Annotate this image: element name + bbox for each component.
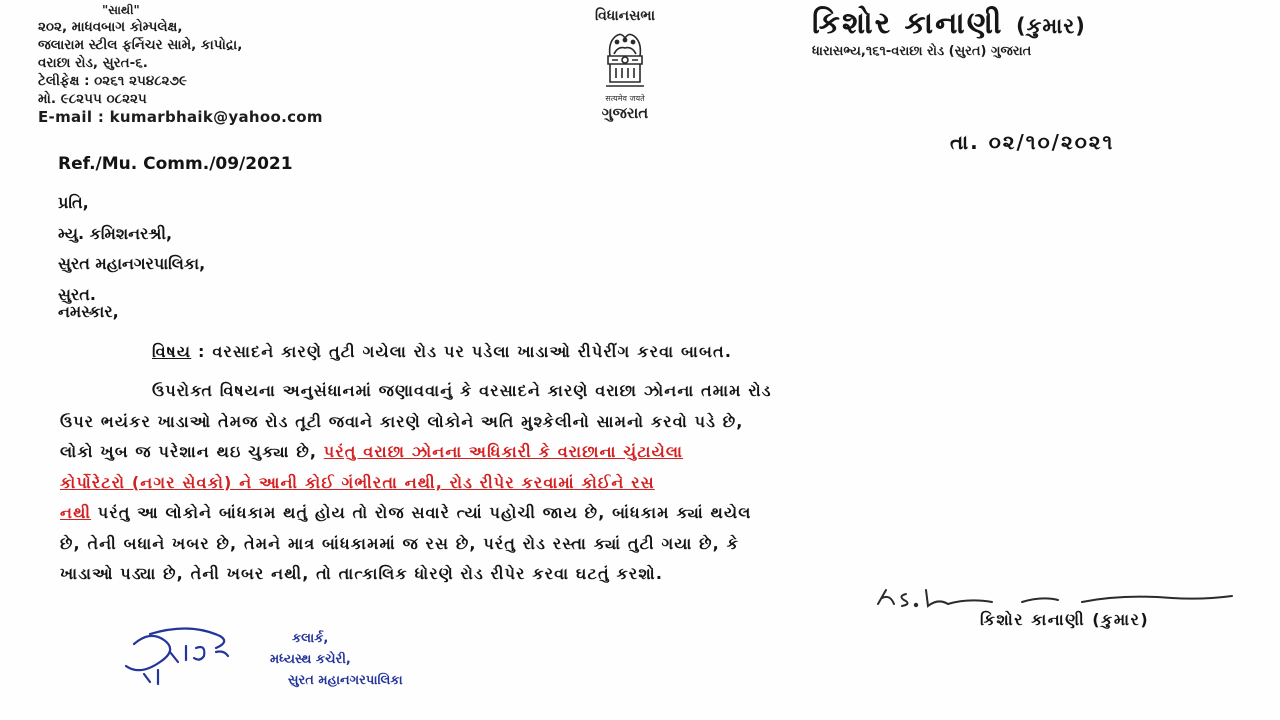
assembly-emblem	[560, 8, 690, 126]
state-emblem-icon	[588, 26, 662, 98]
sender-email: E-mail : kumarbhaik@yahoo.com	[38, 108, 323, 126]
body-line-1: ઉપરોક્ત વિષયના અનુસંધાનમાં જણાવવાનું કે વરસાદને કારણે વરાછા ઝોનના તમામ રોડ	[152, 381, 772, 400]
signatory-name: કિશોર કાનાણી (કુમાર)	[980, 610, 1150, 629]
stamp-line-clerk: કલાર્ક,	[292, 631, 329, 646]
body-line-6: છે, તેની બધાને ખબર છે, તેમને માત્ર બાંધકામમાં જ રસ છે, પરંતુ રોડ રસ્તા ક્યાં તુટી ગયા છે, કે	[60, 533, 740, 553]
emblem-top-text: વિધાનસભા	[594, 8, 656, 24]
body-line-5	[60, 498, 1256, 529]
highlighted-complaint: કોર્પોરેટરો (નગર સેવકો) ને આની કોઈ ગંભીરતા નથી, રોડ રીપેર કરવામાં કોઈને રસ	[60, 472, 655, 492]
addressee-line: પ્રતિ,	[58, 193, 89, 212]
mla-name: કિશોર કાનાણી	[812, 6, 1004, 41]
mla-name-heading	[812, 6, 1086, 41]
highlighted-complaint: નથી	[60, 503, 92, 522]
addressee-line: સુરત.	[58, 284, 96, 304]
mla-nickname: (કુમાર)	[1015, 14, 1086, 38]
sender-address-block	[38, 4, 508, 126]
handwritten-signature	[872, 584, 1242, 612]
mla-designation: ધારાસભ્ય,૧૬૧-વરાછા રોડ (સુરત) ગુજરાત	[812, 44, 1032, 59]
sender-mobile: મો. ૯૮૨૫૫ ૦૮૨૨૫	[38, 91, 147, 107]
letter-body	[60, 376, 1256, 590]
receipt-stamp-text	[230, 628, 403, 691]
sender-address-line-1: ૨૦૨, માધવબાગ કોમ્પલેક્ષ,	[38, 19, 183, 35]
sender-tagline: "સાથી"	[102, 3, 140, 17]
highlighted-complaint: પરંતુ વરાછા ઝોનના અધિકારી કે વરાછાના ચુંટાયેલા	[323, 442, 684, 461]
sender-address-line-2: જલારામ સ્ટીલ ફર્નિચર સામે, કાપોદ્રા,	[38, 37, 243, 53]
salutation: નમસ્કાર,	[58, 302, 119, 321]
body-line-5-text: પરંતુ આ લોકોને બાંધકામ થતું હોય તો રોજ સવારે ત્યાં પહોચી જાય છે, બાંધકામ ક્યાં થયેલ	[91, 503, 752, 522]
emblem-bottom-text: ગુજરાત	[601, 104, 649, 122]
letter-date: તા. ૦૨/૧૦/૨૦૨૧	[950, 130, 1115, 154]
stamp-line-corporation: સુરત મહાનગરપાલિકા	[288, 673, 403, 688]
sender-telefax: ટેલીફેક્ષ : ૦૨૬૧ ૨૫૪૮૨૭૯	[38, 73, 187, 89]
addressee-line: સુરત મહાનગરપાલિકા,	[58, 254, 206, 273]
sender-address-line-3: વરાછા રોડ, સુરત-૬.	[38, 55, 148, 71]
subject-text: : વરસાદને કારણે તુટી ગયેલા રોડ પર પડેલા ખાડાઓ રીપેરીંગ કરવા બાબત.	[191, 342, 733, 361]
receipt-stamp	[120, 622, 430, 712]
emblem-motto: सत्यमेव जयते	[605, 94, 645, 103]
addressee-line: મ્યુ. કમિશનરશ્રી,	[58, 223, 173, 243]
subject-label: વિષય	[152, 342, 192, 361]
body-line-2: ઉપર ભયંકર ખાડાઓ તેમજ રોડ તૂટી જવાને કારણે લોકોને અતિ મુશ્કેલીનો સામનો કરવો પડે છે,	[60, 411, 744, 431]
addressee-block	[58, 188, 205, 310]
body-line-3-text: લોકો ખુબ જ પરેશાન થઇ ચુક્યા છે,	[60, 442, 324, 461]
body-line-4	[60, 468, 1256, 499]
subject-line	[152, 342, 732, 362]
body-line-3	[60, 437, 1256, 468]
stamp-line-office: મધ્યસ્થ કચેરી,	[270, 652, 351, 667]
reference-number: Ref./Mu. Comm./09/2021	[58, 154, 293, 174]
body-line-7: ખાડાઓ પડ્યા છે, તેની ખબર નથી, તો તાત્કાલિક ધોરણે રોડ રીપેર કરવા ઘટતું કરશો.	[60, 564, 664, 583]
